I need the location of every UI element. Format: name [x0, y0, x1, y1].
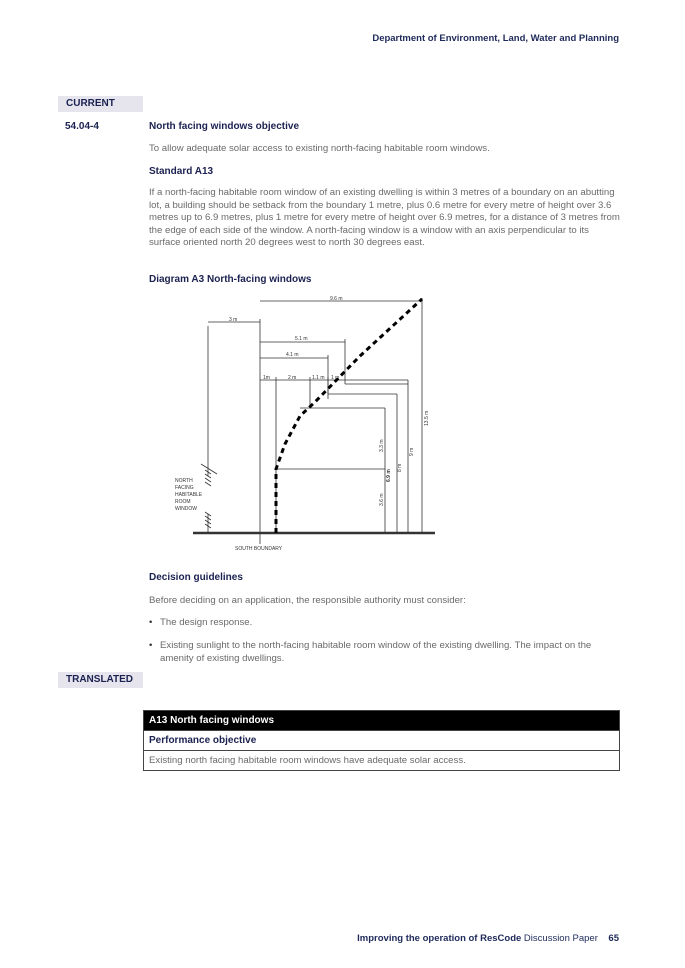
table-text: Existing north facing habitable room windows have adequate solar access.: [144, 750, 619, 770]
label-6-9: 6.9 m: [386, 469, 392, 482]
decision-intro: Before deciding on an application, the responsible authority must consider:: [149, 595, 466, 606]
label-1m: 1m: [263, 375, 270, 381]
window-label-1: NORTH: [175, 478, 193, 484]
window-label-2: FACING: [175, 485, 194, 491]
label-3-3: 3.3 m: [379, 439, 385, 452]
footer-title-rest: Discussion Paper: [521, 933, 598, 944]
label-13-5: 13.5 m: [424, 410, 430, 426]
label-3-6: 3.6 m: [379, 493, 385, 506]
label-1m-b: 1 m: [331, 375, 340, 381]
window-hatch: [201, 464, 217, 528]
table-title: A13 North facing windows: [144, 711, 619, 730]
label-8: 8 m: [397, 463, 403, 472]
translated-table: [143, 710, 620, 771]
decision-bullet-2: • Existing sunlight to the north-facing habitable room window of the existing dwelling. The impact on the amenity of existing dwellings.: [149, 640, 621, 665]
header-department: Department of Environment, Land, Water and Planning: [372, 33, 619, 44]
decision-heading: Decision guidelines: [149, 572, 243, 583]
diagram-heading: Diagram A3 North-facing windows: [149, 274, 312, 285]
label-window-offset: 3 m: [229, 317, 238, 323]
label-4-1: 4.1 m: [286, 352, 299, 358]
window-label-3: HABITABLE: [175, 492, 203, 498]
footer-title-bold: Improving the operation of ResCode: [357, 933, 522, 944]
footer: [357, 933, 619, 944]
label-1-1: 1.1 m: [312, 375, 325, 381]
current-label: CURRENT: [58, 96, 143, 112]
table-subheading: Performance objective: [144, 730, 619, 750]
label-2m: 2 m: [288, 375, 297, 381]
clause-number: 54.04-4: [65, 121, 99, 132]
standard-text: If a north-facing habitable room window of an existing dwelling is within 3 metres of a boundary on an abutting lot, a building should be setback from the boundary 1 metre, plus 0.6 metre for every metre of height over 3.6 metres up to 6.9 metres, plus 1 metre for every metre of height over 6.9 metres, for a distance of 3 metres from the edge of each side of the window. A north-facing window is a window with an axis perpendicular to its surface oriented north 20 degrees west to north 30 degrees east.: [149, 187, 620, 249]
label-9: 9 m: [409, 447, 415, 456]
boundary-label: SOUTH BOUNDARY: [235, 546, 283, 552]
building-envelope-line: [276, 299, 422, 533]
label-top-width: 9.6 m: [330, 296, 343, 302]
translated-label: TRANSLATED: [58, 672, 143, 688]
standard-heading: Standard A13: [149, 166, 214, 177]
page-number: 65: [608, 933, 619, 944]
label-5-1: 5.1 m: [295, 336, 308, 342]
objective-text: To allow adequate solar access to existing north-facing habitable room windows.: [149, 143, 490, 154]
window-label-5: WINDOW: [175, 506, 197, 512]
decision-bullet-1: • The design response.: [149, 617, 621, 630]
north-facing-windows-diagram: [160, 294, 460, 556]
window-label-4: ROOM: [175, 499, 191, 505]
clause-title: North facing windows objective: [149, 121, 300, 132]
